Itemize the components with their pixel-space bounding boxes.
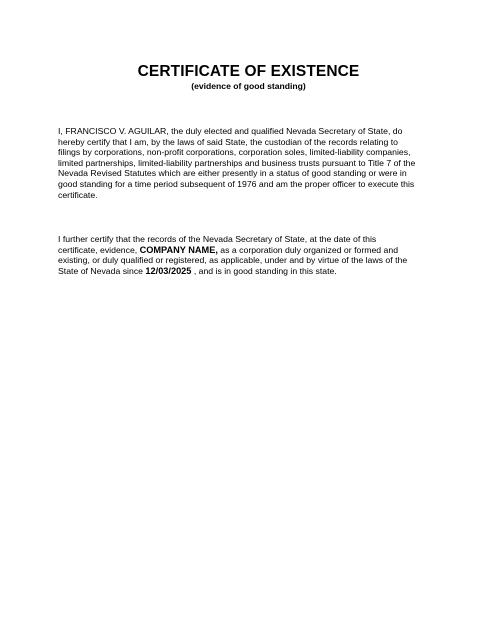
- paragraph-2-text-middle: as a corporation duly organized or formed and existing, or duly qualified or registered, as applicable, under and by virtue of the laws of the State of Nevada since: [58, 244, 408, 276]
- document-subtitle: (evidence of good standing): [191, 81, 306, 91]
- standing-date: 12/03/2025: [145, 265, 192, 276]
- certification-paragraph-2: [58, 234, 418, 276]
- paragraph-2-text-end: , and is in good standing in this state.: [191, 265, 337, 276]
- company-name: COMPANY NAME,: [139, 244, 218, 255]
- certification-paragraph-1: I, FRANCISCO V. AGUILAR, the duly elected and qualified Nevada Secretary of State, do hereby certify that I am, by the laws of said State, the custodian of the records relating to filings by corporations, non-profit corporations, corporation soles, limited-liability companies, limited partnerships, limited-liability partnerships and business trusts pursuant to Title 7 of the Nevada Revised Statutes which are either presently in a status of good standing or were in good standing for a time period subsequent of 1976 and am the proper officer to execute this certificate.: [58, 126, 416, 200]
- document-title: CERTIFICATE OF EXISTENCE: [137, 63, 360, 80]
- paragraph-2-text-start: I further certify that the records of the Nevada Secretary of State, at the date of this certificate, evidence,: [58, 234, 377, 255]
